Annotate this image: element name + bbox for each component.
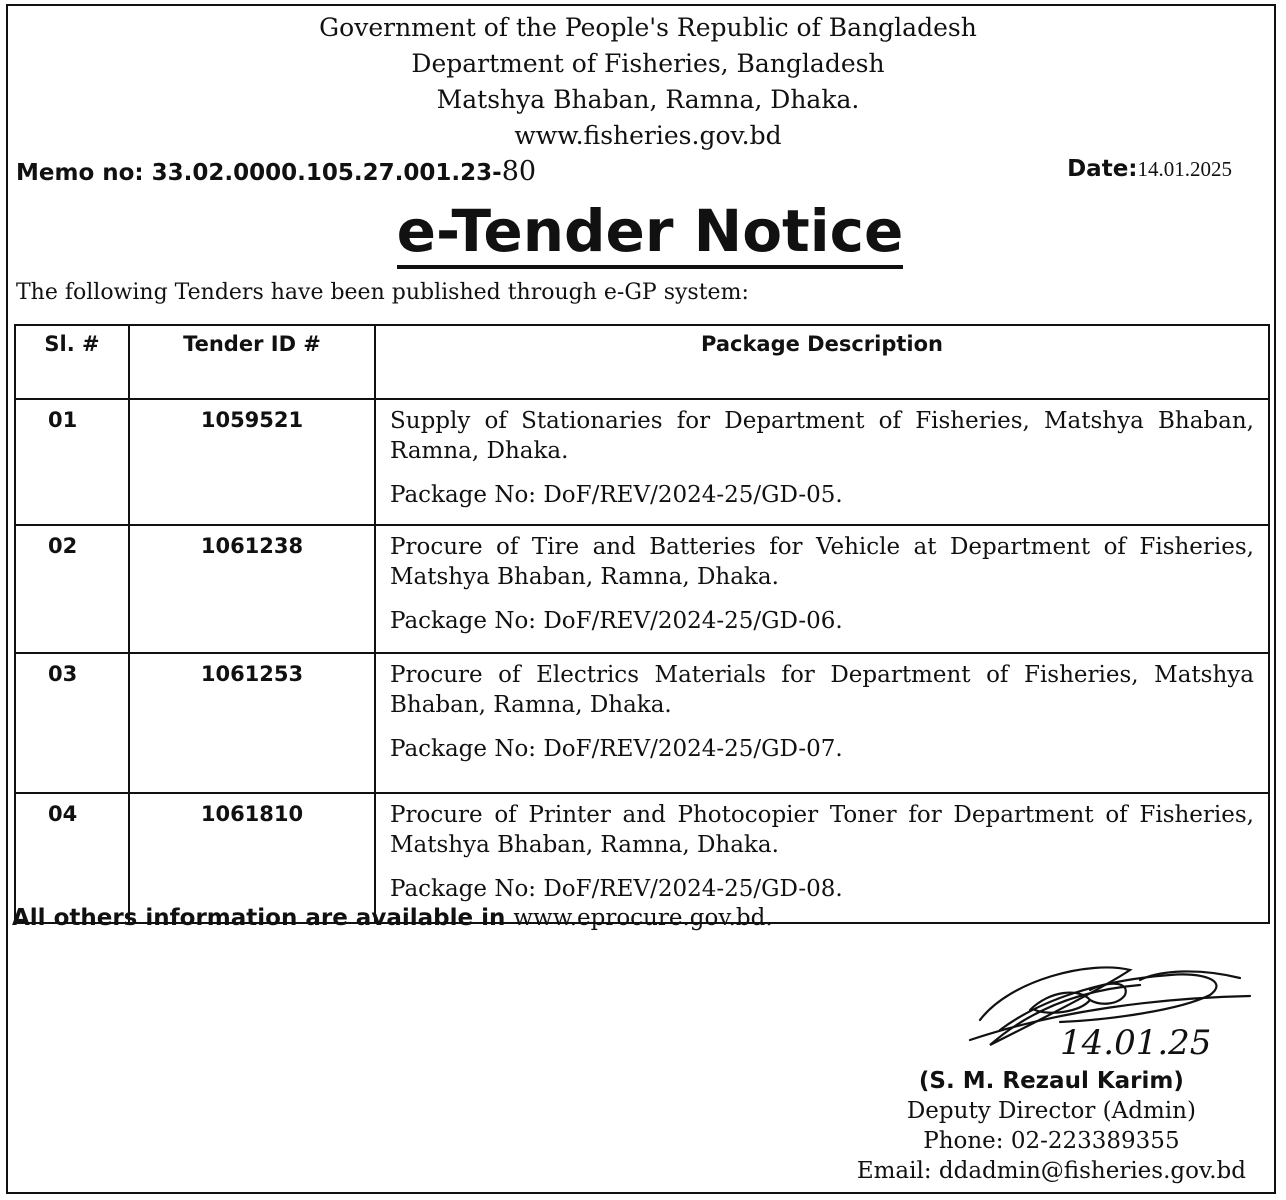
row-description: Procure of Tire and Batteries for Vehicle at Department of Fisheries, Matshya Bhaban, Ramna, Dhaka. <box>390 534 1254 590</box>
letterhead-department: Department of Fisheries, Bangladesh <box>411 49 885 78</box>
letterhead-government: Government of the People's Republic of Bangladesh <box>319 13 977 42</box>
signature-image <box>940 950 1260 1060</box>
footer-note-text: All others information are available in <box>12 905 506 931</box>
intro-text: The following Tenders have been published through e-GP system: <box>16 280 749 305</box>
table-header-row <box>15 325 1269 399</box>
signer-name: (S. M. Rezaul Karim) <box>918 1068 1184 1094</box>
memo-date <box>1067 156 1232 182</box>
row-description: Supply of Stationaries for Department of Fisheries, Matshya Bhaban, Ramna, Dhaka. <box>390 408 1254 464</box>
row-package-no: Package No: DoF/REV/2024-25/GD-05. <box>390 482 843 508</box>
letterhead-address: Matshya Bhaban, Ramna, Dhaka. <box>436 85 860 114</box>
row-tender-id: 1061253 <box>129 653 375 793</box>
row-description-cell <box>375 793 1269 923</box>
eprocure-link[interactable]: www.eprocure.gov.bd. <box>513 905 773 931</box>
row-description: Procure of Printer and Photocopier Toner for Department of Fisheries, Matshya Bhaban, Ramna, Dhaka. <box>390 802 1254 858</box>
row-serial: 02 <box>15 525 129 653</box>
table-row <box>15 399 1269 525</box>
table-row <box>15 793 1269 923</box>
row-serial: 04 <box>15 793 129 923</box>
header-serial: Sl. # <box>15 325 129 399</box>
row-tender-id: 1061238 <box>129 525 375 653</box>
header-tender-id: Tender ID # <box>129 325 375 399</box>
row-description-cell <box>375 653 1269 793</box>
date-label: Date: <box>1067 156 1138 182</box>
header-package-description: Package Description <box>375 325 1269 399</box>
memo-suffix: 80 <box>501 156 537 187</box>
signature-date: 14.01.25 <box>1060 1023 1212 1060</box>
page-title-text: e-Tender Notice <box>397 197 904 269</box>
page-title <box>0 196 1286 266</box>
signer-email[interactable]: Email: ddadmin@fisheries.gov.bd <box>856 1158 1246 1184</box>
memo-number <box>16 156 536 187</box>
row-description: Procure of Electrics Materials for Department of Fisheries, Matshya Bhaban, Ramna, Dhaka. <box>390 662 1254 718</box>
row-tender-id: 1059521 <box>129 399 375 525</box>
letterhead-website: www.fisheries.gov.bd <box>514 121 782 150</box>
letterhead <box>0 10 1286 154</box>
row-description-cell <box>375 399 1269 525</box>
signer-block <box>857 1066 1246 1186</box>
row-package-no: Package No: DoF/REV/2024-25/GD-07. <box>390 736 843 762</box>
signer-phone: Phone: 02-223389355 <box>923 1128 1180 1154</box>
table-row <box>15 653 1269 793</box>
row-description-cell <box>375 525 1269 653</box>
row-package-no: Package No: DoF/REV/2024-25/GD-08. <box>390 876 843 902</box>
tender-table <box>14 324 1270 924</box>
signer-designation: Deputy Director (Admin) <box>906 1098 1196 1124</box>
row-serial: 01 <box>15 399 129 525</box>
memo-label: Memo no: 33.02.0000.105.27.001.23- <box>16 160 502 186</box>
row-serial: 03 <box>15 653 129 793</box>
date-value: 14.01.2025 <box>1137 157 1232 181</box>
footer-note <box>12 905 773 931</box>
row-package-no: Package No: DoF/REV/2024-25/GD-06. <box>390 608 843 634</box>
row-tender-id: 1061810 <box>129 793 375 923</box>
table-row <box>15 525 1269 653</box>
